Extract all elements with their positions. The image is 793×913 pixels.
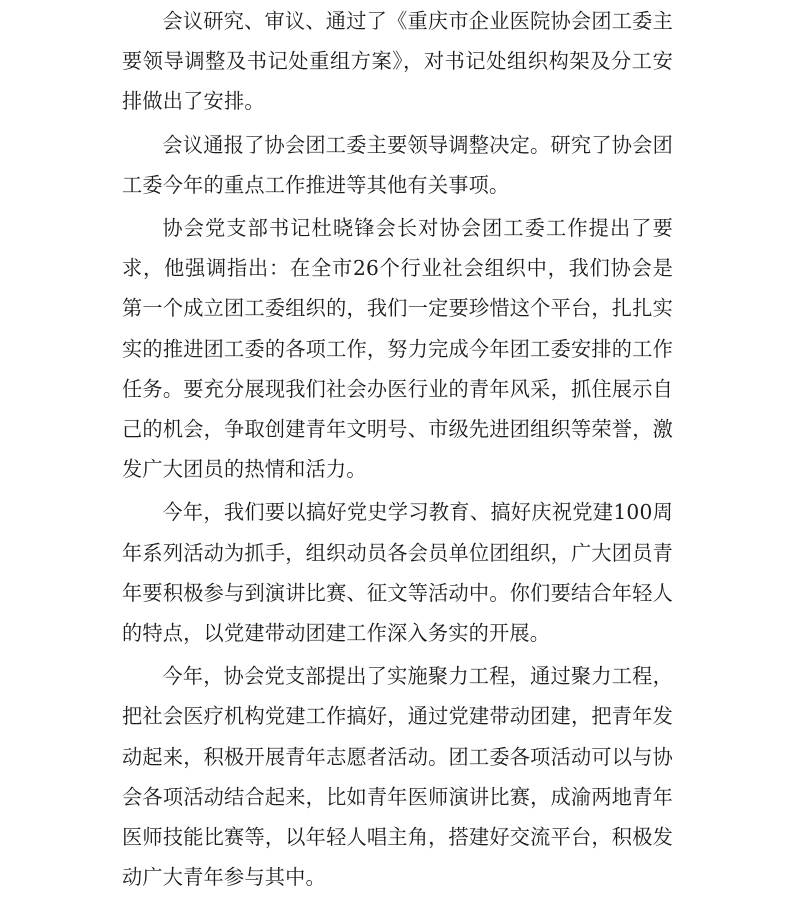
- paragraph-4: 今年，我们要以搞好党史学习教育、搞好庆祝党建100周年系列活动为抓手，组织动员各会员单位团组织，广大团员青年要积极参与到演讲比赛、征文等活动中。你们要结合年轻人的特点，以党建带动团建工作深入务实的开展。: [122, 500, 673, 646]
- paragraph-5: 今年，协会党支部提出了实施聚力工程，通过聚力工程，把社会医疗机构党建工作搞好，通过党建带动团建，把青年发动起来，积极开展青年志愿者活动。团工委各项活动可以与协会各项活动结合起来，比如青年医师演讲比赛，成渝两地青年医师技能比赛等，以年轻人唱主角，搭建好交流平台，积极发动广大青年参与其中。: [122, 664, 673, 890]
- paragraph-3: 协会党支部书记杜晓锋会长对协会团工委工作提出了要求，他强调指出：在全市26个行业社会组织中，我们协会是第一个成立团工委组织的，我们一定要珍惜这个平台，扎扎实实的推进团工委的各项工作，努力完成今年团工委安排的工作任务。要充分展现我们社会办医行业的青年风采，抓住展示自己的机会，争取创建青年文明号、市级先进团组织等荣誉，激发广大团员的热情和活力。: [122, 216, 673, 482]
- document-body: [122, 0, 673, 897]
- paragraph-1: 会议研究、审议、通过了《重庆市企业医院协会团工委主要领导调整及书记处重组方案》，对书记处组织构架及分工安排做出了安排。: [122, 9, 673, 114]
- paragraph-2: 会议通报了协会团工委主要领导调整决定。研究了协会团工委今年的重点工作推进等其他有关事项。: [122, 132, 673, 197]
